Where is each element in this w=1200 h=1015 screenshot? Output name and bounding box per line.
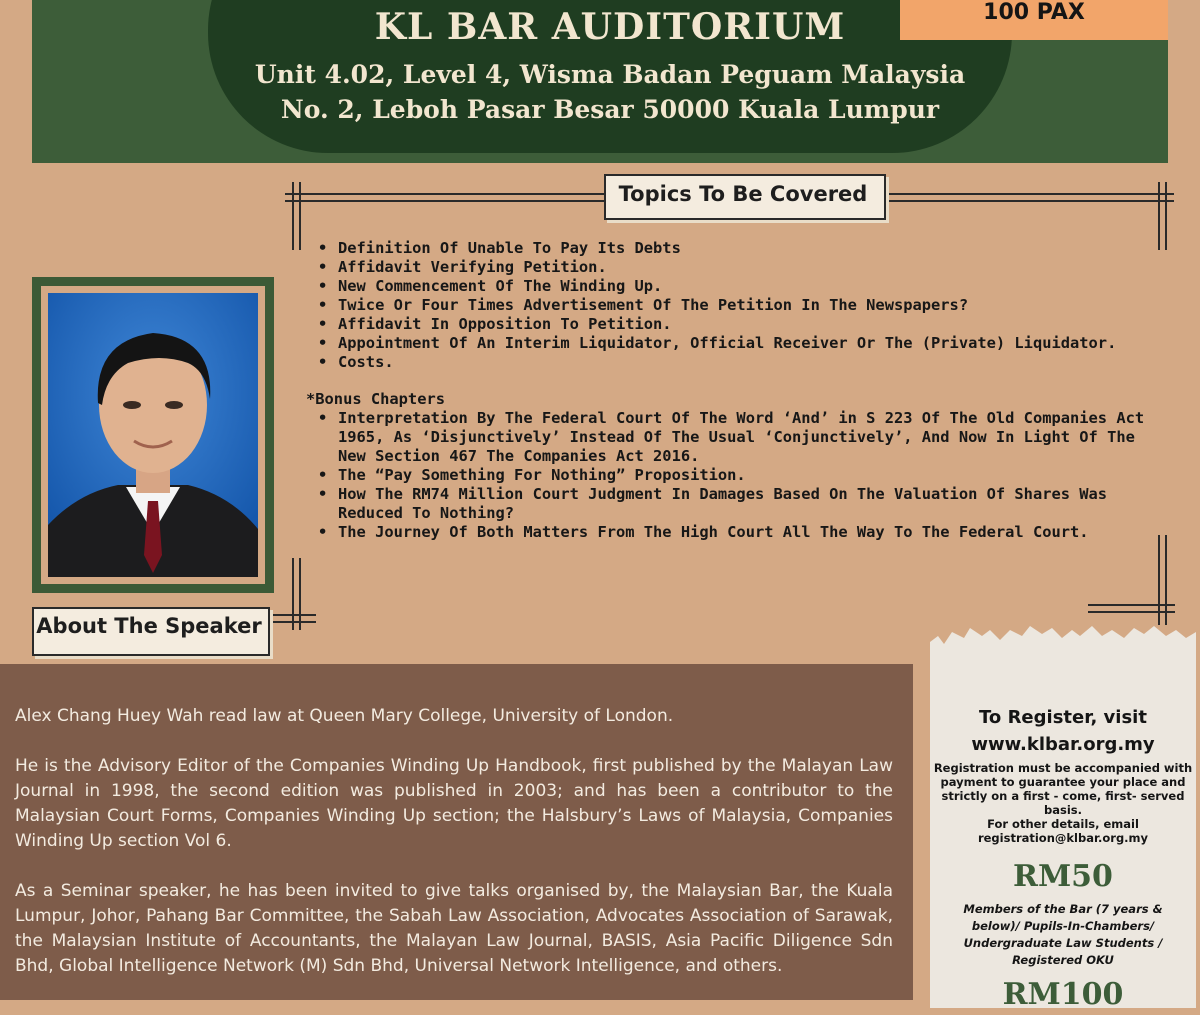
speaker-photo — [48, 293, 258, 577]
speaker-bio — [15, 704, 893, 1004]
topics-title: Topics To Be Covered — [618, 182, 868, 206]
venue-address-line-2: No. 2, Leboh Pasar Besar 50000 Kuala Lumpur — [280, 95, 940, 124]
bio-paragraph: He is the Advisory Editor of the Companies Winding Up Handbook, first published by the Malayan Law Journal in 1998, the second edition was published in 2003; and has been a contributor to the Malaysian Court Forms, Companies Winding Up section; the Halsbury’s Laws of Malaysia, Companies Winding Up section Vol 6. — [15, 756, 893, 851]
bonus-topic-item: • The Journey Of Both Matters From The High Court All The Way To The Federal Court. — [312, 523, 1152, 542]
topic-item: • New Commencement Of The Winding Up. — [312, 277, 1152, 296]
bio-paragraph: As a Seminar speaker, he has been invited to give talks organised by, the Malaysian Bar, the Kuala Lumpur, Johor, Pahang Bar Committee, the Sabah Law Association, Advocates Association of Sarawak, the Malaysian Institute of Accountants, the Malayan Law Journal, BASIS, Asia Pacific Diligence Sdn Bhd, Global Intelligence Network (M) Sdn Bhd, Universal Network Intelligence, and others. — [15, 881, 893, 976]
bonus-topic-item: • Interpretation By The Federal Court Of The Word ‘And’ in S 223 Of The Old Companies Act 1965, As ‘Disjunctively’ Instead Of The Usual ‘Conjunctively’, And Now In Light Of The New Section 467 The Companies Act 2016. — [312, 409, 1152, 466]
venue-address-line-1: Unit 4.02, Level 4, Wisma Badan Peguam Malaysia — [254, 60, 966, 89]
topic-item: • Twice Or Four Times Advertisement Of The Petition In The Newspapers? — [312, 296, 1152, 315]
bonus-topic-item: • The “Pay Something For Nothing” Proposition. — [312, 466, 1152, 485]
topic-item: • Costs. — [312, 353, 1152, 372]
register-visit-label: To Register, visit — [979, 707, 1147, 728]
bonus-topic-item: • How The RM74 Million Court Judgment In Damages Based On The Valuation Of Shares Was Reduced To Nothing? — [312, 485, 1152, 523]
price-members-description: Members of the Bar (7 years & below)/ Pupils-In-Chambers/ Undergraduate Law Students / Registered OKU — [963, 902, 1163, 967]
topics-list — [306, 239, 1152, 542]
price-members: RM50 — [1013, 859, 1113, 894]
topic-item: • Affidavit Verifying Petition. — [312, 258, 1152, 277]
registration-terms: Registration must be accompanied with payment to guarantee your place and strictly on a first - come, first- served basis. — [933, 761, 1193, 817]
capacity-label: 100 PAX — [983, 0, 1085, 25]
email-intro: For other details, email — [987, 817, 1139, 831]
register-website-link[interactable]: www.klbar.org.my — [971, 734, 1155, 755]
bio-paragraph: Alex Chang Huey Wah read law at Queen Mary College, University of London. — [15, 706, 674, 726]
about-speaker-title: About The Speaker — [36, 614, 262, 638]
venue-title: KL BAR AUDITORIUM — [374, 6, 846, 48]
price-second: RM100 — [1002, 977, 1124, 1012]
topic-item: • Affidavit In Opposition To Petition. — [312, 315, 1152, 334]
registration-content — [930, 704, 1196, 1015]
topic-item: • Definition Of Unable To Pay Its Debts — [312, 239, 1152, 258]
bonus-chapters-heading: *Bonus Chapters — [306, 390, 445, 408]
topic-item: • Appointment Of An Interim Liquidator, Official Receiver Or The (Private) Liquidator. — [312, 334, 1152, 353]
registration-email-link[interactable]: registration@klbar.org.my — [977, 831, 1149, 845]
